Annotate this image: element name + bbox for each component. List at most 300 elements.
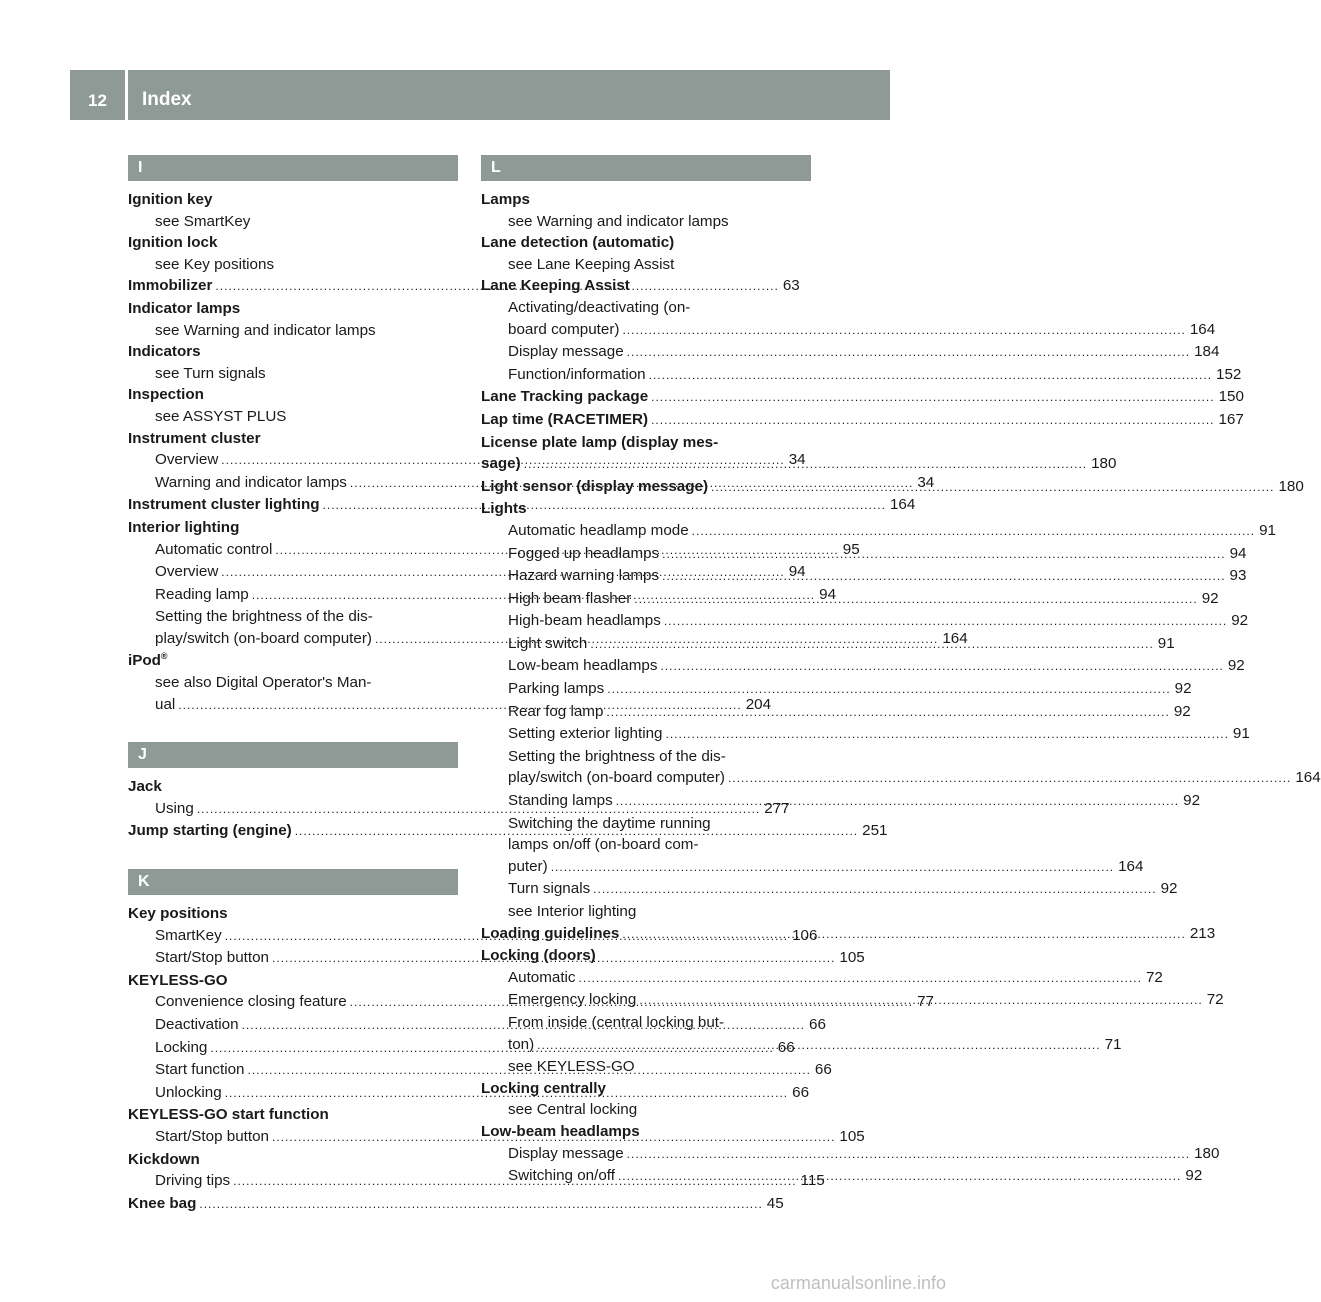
entry-label: KEYLESS-GO start function xyxy=(128,1106,329,1124)
index-entry xyxy=(128,232,458,254)
page-reference[interactable]: 92 xyxy=(1173,702,1191,720)
index-entry xyxy=(481,945,811,967)
index-entry xyxy=(128,970,458,992)
entry-label: see KEYLESS-GO xyxy=(508,1058,635,1076)
entry-text xyxy=(128,189,212,211)
entry-text xyxy=(508,543,659,565)
dot-leader xyxy=(618,1166,1181,1188)
dot-leader xyxy=(606,702,1169,724)
page-reference[interactable]: 34 xyxy=(788,451,806,469)
index-subentry xyxy=(481,790,1201,813)
entry-label: Lap time (RACETIMER) xyxy=(481,410,649,428)
page-reference[interactable]: 164 xyxy=(889,496,916,514)
entry-text xyxy=(155,1170,230,1192)
entry-text xyxy=(481,275,630,297)
entry-label: Turn signals xyxy=(508,880,591,898)
entry-text xyxy=(508,1099,637,1121)
entry-label: License plate lamp (display mes- xyxy=(481,433,719,451)
page-reference[interactable]: 92 xyxy=(1174,680,1192,698)
dot-leader xyxy=(627,1144,1190,1166)
index-subentry xyxy=(481,364,1242,387)
index-entry xyxy=(481,498,811,520)
entry-label: Locking centrally xyxy=(481,1079,606,1097)
entry-label: Jack xyxy=(128,778,162,796)
entry-label: Lane Keeping Assist xyxy=(481,277,630,295)
entry-label: play/switch (on-board computer) xyxy=(508,769,725,787)
index-subentry xyxy=(481,655,1245,678)
entry-label: see Central locking xyxy=(508,1101,638,1119)
dot-leader xyxy=(664,611,1227,633)
entry-label: Standing lamps xyxy=(508,792,613,810)
index-entry xyxy=(128,341,458,363)
entry-text xyxy=(155,628,372,650)
dot-leader xyxy=(551,857,1114,879)
page-reference[interactable]: 77 xyxy=(917,993,934,1011)
entry-label: board computer) xyxy=(508,320,620,338)
entry-label: From inside (central locking but- xyxy=(508,1013,725,1031)
index-subentry xyxy=(481,834,811,856)
page-reference[interactable]: 92 xyxy=(1160,880,1178,898)
entry-text xyxy=(155,606,373,628)
entry-label: play/switch (on-board computer) xyxy=(155,629,372,647)
entry-text xyxy=(508,746,726,768)
index-entry xyxy=(128,776,458,798)
entry-text xyxy=(508,790,613,812)
index-subentry xyxy=(481,723,1250,746)
entry-label: Switching on/off xyxy=(508,1167,615,1185)
entry-text xyxy=(508,588,631,610)
index-subentry xyxy=(481,856,1144,879)
page-reference[interactable]: 105 xyxy=(839,1127,865,1145)
entry-label: Parking lamps xyxy=(508,680,605,698)
page-reference[interactable]: 91 xyxy=(1157,634,1175,652)
page-reference[interactable]: 180 xyxy=(1194,1144,1220,1162)
entry-text xyxy=(155,320,376,342)
entry-label: ual xyxy=(155,695,176,713)
entry-text xyxy=(508,701,603,723)
entry-label: Start function xyxy=(155,1061,245,1079)
entry-label: Indicators xyxy=(128,343,201,361)
entry-text xyxy=(481,1078,606,1100)
index-entry xyxy=(128,903,458,925)
index-subentry xyxy=(481,341,1220,364)
entry-label: Interior lighting xyxy=(128,518,240,536)
entry-text xyxy=(508,610,661,632)
dot-leader xyxy=(711,477,1274,499)
index-entry xyxy=(128,384,458,406)
index-entry xyxy=(481,232,811,254)
index-subentry xyxy=(481,211,811,233)
page-reference[interactable]: 91 xyxy=(1232,725,1250,743)
index-entry xyxy=(128,1104,458,1126)
entry-label: see Turn signals xyxy=(155,364,266,382)
entry-label: Automatic control xyxy=(155,540,273,558)
entry-label: Fogged up headlamps xyxy=(508,544,660,562)
entry-label: Switching the daytime running xyxy=(508,814,711,832)
entry-label: Start/Stop button xyxy=(155,949,269,967)
entry-text xyxy=(508,767,725,789)
entry-label: Loading guidelines xyxy=(481,924,620,942)
page-reference[interactable]: 152 xyxy=(1216,365,1242,383)
entry-text xyxy=(481,432,718,454)
group-spacer xyxy=(128,716,458,742)
index-subentry xyxy=(481,1012,811,1034)
entry-label: Driving tips xyxy=(155,1172,231,1190)
index-entry xyxy=(128,428,458,450)
entry-text xyxy=(155,363,266,385)
entry-label: Deactivation xyxy=(155,1016,239,1033)
entry-text xyxy=(155,991,347,1013)
index-entry xyxy=(128,298,458,320)
page-reference[interactable]: 94 xyxy=(1229,544,1247,562)
index-subentry xyxy=(128,672,458,694)
entry-text xyxy=(155,449,218,471)
entry-text xyxy=(508,364,646,386)
index-subentry xyxy=(481,1143,1220,1166)
index-entry xyxy=(128,1149,458,1171)
entry-text xyxy=(155,947,269,969)
index-entry xyxy=(128,517,458,539)
page-reference[interactable]: 45 xyxy=(766,1194,784,1212)
dot-leader xyxy=(607,679,1170,701)
page-reference[interactable]: 115 xyxy=(800,1172,825,1190)
entry-label: KEYLESS-GO xyxy=(128,971,228,989)
dot-leader xyxy=(199,1194,762,1216)
entry-label: Ignition key xyxy=(128,191,213,208)
entry-label: Activating/deactivating (on- xyxy=(508,298,691,316)
entry-text xyxy=(155,1082,222,1104)
entry-text xyxy=(128,517,239,539)
page-reference[interactable]: 105 xyxy=(839,949,865,967)
page-reference[interactable]: 72 xyxy=(1145,968,1163,986)
index-entry xyxy=(481,923,1216,946)
entry-label: Knee bag xyxy=(128,1194,197,1212)
dot-leader xyxy=(651,387,1214,409)
entry-text xyxy=(481,476,708,498)
entry-label: Convenience closing feature xyxy=(155,993,347,1011)
dot-leader xyxy=(639,990,1202,1012)
index-entry xyxy=(128,189,458,211)
index-subentry xyxy=(128,606,458,628)
entry-text xyxy=(508,813,711,835)
entry-label: Hazard warning lamps xyxy=(508,567,660,585)
entry-text xyxy=(481,386,648,408)
index-subentry xyxy=(481,901,811,923)
entry-text xyxy=(508,834,699,856)
page-reference[interactable]: 92 xyxy=(1201,589,1219,607)
entry-text xyxy=(128,1149,200,1171)
entry-text xyxy=(508,878,590,900)
dot-leader xyxy=(728,768,1291,790)
index-subentry xyxy=(481,1099,811,1121)
entry-label: Jump starting (engine) xyxy=(128,822,292,840)
dot-leader xyxy=(666,724,1229,746)
page-reference[interactable]: 66 xyxy=(792,1083,810,1101)
entry-text xyxy=(508,1165,615,1187)
page-reference[interactable]: 167 xyxy=(1218,410,1244,428)
index-subentry xyxy=(128,254,458,276)
header-divider xyxy=(125,70,128,120)
entry-label: Ignition lock xyxy=(128,234,218,252)
entry-label: Immobilizer xyxy=(128,277,213,295)
entry-text xyxy=(481,453,521,475)
dot-leader xyxy=(634,589,1197,611)
page-reference[interactable]: 72 xyxy=(1206,991,1224,1009)
entry-label: Warning and indicator lamps xyxy=(155,473,347,491)
entry-text xyxy=(155,694,175,716)
entry-label: puter) xyxy=(508,857,548,875)
entry-label: Key positions xyxy=(128,905,228,923)
entry-text xyxy=(481,232,674,254)
index-entry xyxy=(128,1193,784,1216)
watermark: carmanualsonline.info xyxy=(770,1273,946,1293)
dot-leader xyxy=(579,968,1142,990)
index-entry xyxy=(481,409,1244,432)
entry-text xyxy=(508,655,657,677)
dot-leader xyxy=(524,454,1087,476)
index-subentry xyxy=(481,767,1321,790)
index-subentry xyxy=(481,967,1163,990)
entry-label: Indicator lamps xyxy=(128,299,241,317)
index-subentry xyxy=(481,701,1191,724)
page-number: 12 xyxy=(88,91,107,110)
entry-text xyxy=(155,406,286,428)
page-reference[interactable]: 251 xyxy=(862,822,888,840)
entry-label: Automatic xyxy=(508,968,576,986)
page-reference[interactable]: 213 xyxy=(1189,924,1216,942)
page-reference[interactable]: 106 xyxy=(792,926,818,944)
letter-heading: K xyxy=(128,869,458,895)
index-subentry xyxy=(128,406,458,428)
entry-label: Inspection xyxy=(128,386,204,404)
dot-leader xyxy=(537,1035,1100,1057)
page-header xyxy=(70,70,890,120)
entry-label: Emergency locking xyxy=(508,991,637,1009)
index-entry xyxy=(481,386,1244,409)
entry-label: see Warning and indicator lamps xyxy=(508,212,729,230)
entry-label: Instrument cluster lighting xyxy=(128,496,320,514)
entry-label: see ASSYST PLUS xyxy=(155,407,287,425)
entry-label: Lane detection (automatic) xyxy=(481,234,675,252)
entry-text xyxy=(508,520,689,542)
entry-text xyxy=(508,1034,534,1056)
entry-text xyxy=(128,650,168,672)
dot-leader xyxy=(660,656,1223,678)
page-reference[interactable]: 164 xyxy=(1295,769,1321,787)
entry-text xyxy=(508,1056,635,1078)
index-subentry xyxy=(481,678,1192,701)
dot-leader xyxy=(593,879,1156,901)
entry-text xyxy=(508,341,624,363)
page-reference[interactable]: 71 xyxy=(1104,1035,1122,1053)
index-subentry xyxy=(481,1056,811,1078)
entry-text xyxy=(508,254,674,276)
page-reference[interactable]: 93 xyxy=(1229,567,1247,585)
entry-label: see Warning and indicator lamps xyxy=(155,321,376,339)
entry-text xyxy=(128,776,162,798)
entry-label: Overview xyxy=(155,451,219,469)
page-reference[interactable]: 66 xyxy=(777,1038,795,1056)
entry-text xyxy=(155,561,218,583)
entry-text xyxy=(481,498,527,520)
entry-text xyxy=(155,211,250,233)
entry-label: Kickdown xyxy=(128,1150,200,1168)
page-reference[interactable]: 204 xyxy=(745,695,772,713)
dot-leader xyxy=(622,320,1185,342)
index-entry xyxy=(481,1078,811,1100)
entry-label: Setting the brightness of the dis- xyxy=(155,608,373,626)
entry-label: Locking xyxy=(155,1038,208,1056)
entry-text xyxy=(155,1059,245,1081)
entry-text xyxy=(481,189,530,211)
entry-label: see also Digital Operator's Man- xyxy=(155,674,372,692)
entry-text xyxy=(481,945,596,967)
entry-label: Start/Stop button xyxy=(155,1127,269,1145)
entry-text xyxy=(508,1012,724,1034)
entry-text xyxy=(508,723,663,745)
index-subentry xyxy=(128,320,458,342)
entry-text xyxy=(508,1143,624,1165)
entry-text xyxy=(155,584,249,606)
index-subentry xyxy=(481,746,811,768)
entry-label: High beam flasher xyxy=(508,589,632,607)
index-entry xyxy=(128,650,458,672)
entry-label: iPod xyxy=(128,652,161,670)
index-entry xyxy=(481,1121,811,1143)
entry-text xyxy=(128,428,261,450)
page-reference[interactable]: 94 xyxy=(788,563,806,581)
page-reference[interactable]: 164 xyxy=(1118,857,1144,875)
entry-text xyxy=(128,341,201,363)
entry-label: Low-beam headlamps xyxy=(508,657,658,675)
index-subentry xyxy=(481,878,1178,901)
section-title: Index xyxy=(142,89,192,110)
entry-text xyxy=(128,275,212,297)
page-reference[interactable]: 92 xyxy=(1227,657,1245,675)
entry-text xyxy=(155,1014,239,1036)
page-reference[interactable]: 92 xyxy=(1185,1167,1203,1185)
index-subentry xyxy=(481,520,1276,543)
index-entry xyxy=(481,453,1117,476)
entry-label: Rear fog lamp xyxy=(508,702,604,720)
page-reference[interactable]: 63 xyxy=(782,277,800,295)
index-subentry xyxy=(481,1034,1122,1057)
entry-text xyxy=(128,384,204,406)
entry-label: Locking (doors) xyxy=(481,947,596,965)
entry-label: Overview xyxy=(155,563,219,581)
dot-leader xyxy=(651,410,1214,432)
entry-text xyxy=(128,1104,329,1126)
registered-mark: ® xyxy=(160,651,168,662)
index-entry xyxy=(481,275,811,297)
entry-text xyxy=(508,319,619,341)
entry-text xyxy=(481,1121,640,1143)
entry-text xyxy=(128,903,228,925)
entry-text xyxy=(155,1126,269,1148)
index-subentry xyxy=(128,211,458,233)
entry-text xyxy=(508,901,636,923)
page-reference[interactable]: 180 xyxy=(1278,477,1304,495)
entry-label: High-beam headlamps xyxy=(508,612,661,630)
entry-label: see SmartKey xyxy=(155,212,251,230)
dot-leader xyxy=(622,924,1185,946)
entry-label: lamps on/off (on-board com- xyxy=(508,836,699,854)
entry-label: Lamps xyxy=(481,191,530,208)
page-reference[interactable]: 95 xyxy=(842,540,860,558)
entry-label: Lane Tracking package xyxy=(481,388,649,406)
entry-label: SmartKey xyxy=(155,926,222,944)
entry-label: see Lane Keeping Assist xyxy=(508,255,675,273)
page-reference[interactable]: 66 xyxy=(809,1016,826,1033)
page-reference[interactable]: 34 xyxy=(917,473,935,491)
page-reference[interactable]: 94 xyxy=(819,585,837,603)
dot-leader xyxy=(649,365,1212,387)
index-entry xyxy=(481,432,811,454)
group-spacer xyxy=(128,843,458,869)
entry-label: Setting exterior lighting xyxy=(508,725,663,743)
index-subentry xyxy=(481,610,1249,633)
dot-leader xyxy=(662,544,1225,566)
entry-text xyxy=(128,494,320,516)
page-reference[interactable]: 66 xyxy=(814,1061,832,1079)
entry-label: Light switch xyxy=(508,634,588,652)
entry-label: Lights xyxy=(481,500,527,518)
dot-leader xyxy=(662,566,1225,588)
dot-leader xyxy=(627,342,1190,364)
page-reference[interactable]: 92 xyxy=(1231,612,1249,630)
page-reference[interactable]: 91 xyxy=(1259,521,1276,539)
entry-text xyxy=(508,565,659,587)
page-reference[interactable]: 92 xyxy=(1183,792,1201,810)
entry-text xyxy=(128,232,217,254)
letter-heading: J xyxy=(128,742,458,768)
entry-text xyxy=(128,1193,196,1215)
entry-label: Using xyxy=(155,799,194,817)
entry-text xyxy=(155,798,194,820)
letter-heading: L xyxy=(481,155,811,181)
page-reference[interactable]: 180 xyxy=(1091,455,1117,473)
page-reference[interactable]: 184 xyxy=(1194,343,1220,361)
entry-text xyxy=(155,539,272,561)
entry-label: ton) xyxy=(508,1035,535,1053)
index-subentry xyxy=(481,297,811,319)
entry-text xyxy=(155,1037,207,1059)
entry-text xyxy=(508,967,576,989)
letter-heading: I xyxy=(128,155,458,181)
dot-leader xyxy=(616,791,1179,813)
dot-leader xyxy=(692,521,1255,543)
entry-text xyxy=(155,472,347,494)
entry-label: Display message xyxy=(508,1144,624,1162)
entry-text xyxy=(128,970,228,992)
page-reference[interactable]: 150 xyxy=(1218,388,1244,406)
entry-label: Reading lamp xyxy=(155,585,249,603)
entry-label: Light sensor (display message) xyxy=(481,477,709,495)
index-subentry xyxy=(481,254,811,276)
page-reference[interactable]: 164 xyxy=(1189,320,1216,338)
index-subentry xyxy=(128,363,458,385)
page-reference[interactable]: 164 xyxy=(942,629,968,647)
entry-text xyxy=(508,678,604,700)
entry-text xyxy=(508,211,729,233)
entry-label: Low-beam headlamps xyxy=(481,1122,640,1140)
entry-label: Instrument cluster xyxy=(128,429,261,447)
entry-text xyxy=(481,923,619,945)
entry-text xyxy=(155,925,222,947)
entry-label: see Key positions xyxy=(155,255,275,273)
page-reference[interactable]: 277 xyxy=(764,799,790,817)
entry-label: Display message xyxy=(508,343,624,361)
